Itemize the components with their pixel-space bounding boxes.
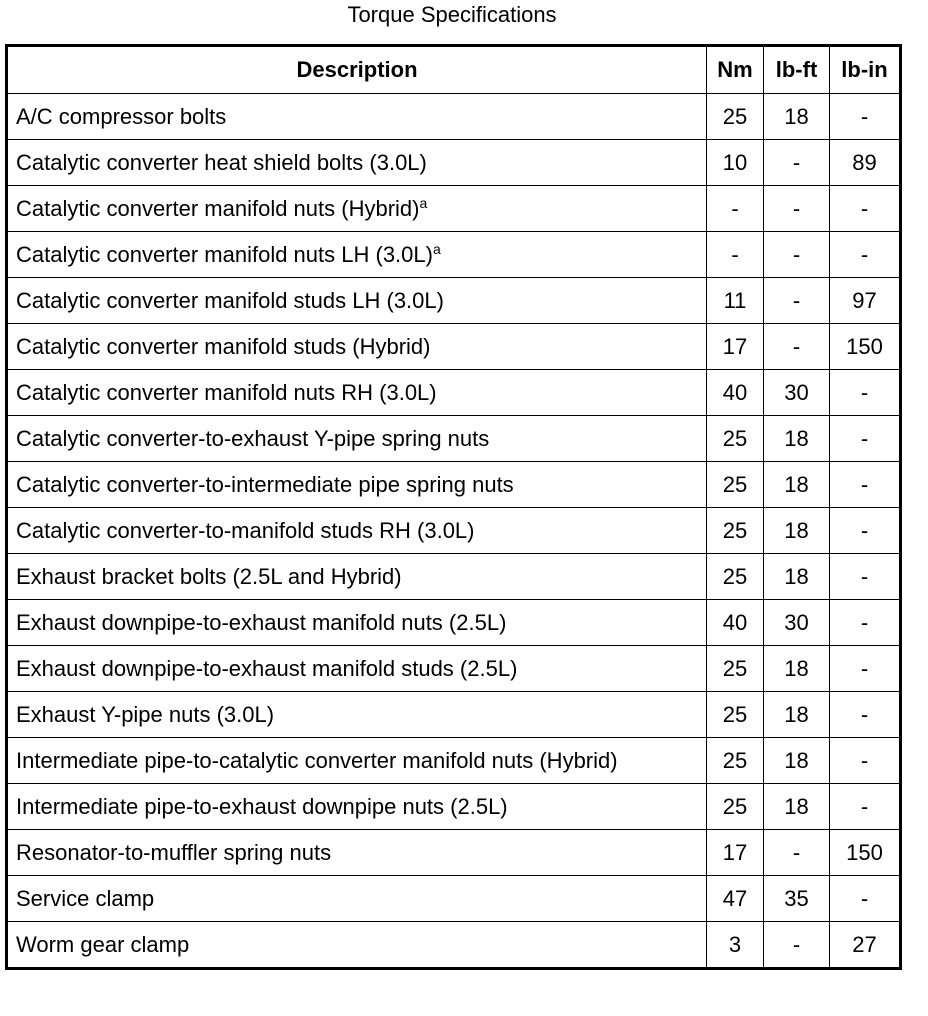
lbft-cell: 18: [764, 646, 830, 692]
description-cell: [7, 186, 707, 232]
description-cell: [7, 600, 707, 646]
header-lbin: lb-in: [830, 46, 901, 94]
description-cell: [7, 140, 707, 186]
table-row: [7, 922, 901, 969]
lbin-cell: -: [830, 876, 901, 922]
description-cell: [7, 554, 707, 600]
description-cell: [7, 692, 707, 738]
nm-cell: 25: [707, 784, 764, 830]
description-text: Exhaust bracket bolts (2.5L and Hybrid): [16, 563, 402, 589]
lbft-cell: 35: [764, 876, 830, 922]
lbft-cell: 30: [764, 370, 830, 416]
description-cell: [7, 784, 707, 830]
description-text: Catalytic converter-to-manifold studs RH (3.0L): [16, 517, 475, 543]
lbin-cell: -: [830, 646, 901, 692]
torque-spec-table: [5, 44, 902, 970]
description-cell: [7, 232, 707, 278]
header-row: [7, 46, 901, 94]
lbft-cell: 18: [764, 462, 830, 508]
lbin-cell: -: [830, 738, 901, 784]
description-cell: [7, 416, 707, 462]
nm-cell: 40: [707, 370, 764, 416]
lbin-cell: -: [830, 416, 901, 462]
lbin-cell: 150: [830, 830, 901, 876]
description-text: Intermediate pipe-to-exhaust downpipe nuts (2.5L): [16, 793, 508, 819]
lbin-cell: -: [830, 232, 901, 278]
lbft-cell: -: [764, 140, 830, 186]
lbin-cell: -: [830, 784, 901, 830]
lbin-cell: -: [830, 508, 901, 554]
lbin-cell: -: [830, 370, 901, 416]
lbin-cell: -: [830, 94, 901, 140]
lbin-cell: -: [830, 186, 901, 232]
nm-cell: 17: [707, 324, 764, 370]
description-text: Intermediate pipe-to-catalytic converter manifold nuts (Hybrid): [16, 747, 618, 773]
description-cell: [7, 738, 707, 784]
table-row: [7, 186, 901, 232]
footnote-marker: a: [432, 240, 441, 257]
lbin-cell: 97: [830, 278, 901, 324]
header-description: Description: [7, 46, 707, 94]
lbft-cell: -: [764, 278, 830, 324]
description-cell: [7, 94, 707, 140]
lbft-cell: 18: [764, 784, 830, 830]
nm-cell: -: [707, 186, 764, 232]
table-row: [7, 140, 901, 186]
description-text: Catalytic converter-to-exhaust Y-pipe spring nuts: [16, 425, 490, 451]
description-text: Catalytic converter manifold nuts RH (3.0L): [16, 379, 437, 405]
table-row: [7, 278, 901, 324]
nm-cell: 11: [707, 278, 764, 324]
lbin-cell: -: [830, 554, 901, 600]
description-text: Worm gear clamp: [16, 931, 190, 957]
table-row: [7, 692, 901, 738]
description-text: Catalytic converter-to-intermediate pipe spring nuts: [16, 471, 514, 497]
table-row: [7, 232, 901, 278]
description-cell: [7, 830, 707, 876]
lbft-cell: 18: [764, 416, 830, 462]
nm-cell: 3: [707, 922, 764, 969]
table-row: [7, 738, 901, 784]
description-text: Catalytic converter heat shield bolts (3.0L): [16, 149, 427, 175]
description-text: Exhaust downpipe-to-exhaust manifold nuts (2.5L): [16, 609, 507, 635]
header-lbft: lb-ft: [764, 46, 830, 94]
description-cell: [7, 646, 707, 692]
lbft-cell: -: [764, 830, 830, 876]
description-text: Service clamp: [16, 885, 155, 911]
table-row: [7, 370, 901, 416]
page-title: Torque Specifications: [347, 2, 557, 27]
description-cell: [7, 922, 707, 969]
nm-cell: 25: [707, 692, 764, 738]
lbin-cell: -: [830, 692, 901, 738]
description-cell: [7, 462, 707, 508]
description-text: Exhaust downpipe-to-exhaust manifold studs (2.5L): [16, 655, 518, 681]
lbin-cell: -: [830, 462, 901, 508]
description-cell: [7, 508, 707, 554]
lbft-cell: -: [764, 232, 830, 278]
footnote-marker: a: [419, 194, 428, 211]
lbin-cell: -: [830, 600, 901, 646]
nm-cell: 25: [707, 94, 764, 140]
nm-cell: 40: [707, 600, 764, 646]
table-row: [7, 646, 901, 692]
description-text: Catalytic converter manifold studs (Hybrid): [16, 333, 431, 359]
table-row: [7, 876, 901, 922]
lbft-cell: 18: [764, 94, 830, 140]
nm-cell: 47: [707, 876, 764, 922]
nm-cell: 25: [707, 508, 764, 554]
nm-cell: -: [707, 232, 764, 278]
table-row: [7, 508, 901, 554]
description-text: Catalytic converter manifold nuts LH (3.0L): [16, 241, 433, 267]
nm-cell: 17: [707, 830, 764, 876]
table-row: [7, 784, 901, 830]
lbft-cell: -: [764, 324, 830, 370]
description-text: Catalytic converter manifold nuts (Hybrid): [16, 195, 420, 221]
lbin-cell: 27: [830, 922, 901, 969]
lbin-cell: 89: [830, 140, 901, 186]
description-text: Resonator-to-muffler spring nuts: [16, 839, 332, 865]
nm-cell: 10: [707, 140, 764, 186]
lbft-cell: -: [764, 922, 830, 969]
nm-cell: 25: [707, 416, 764, 462]
table-row: [7, 416, 901, 462]
lbft-cell: 18: [764, 554, 830, 600]
table-row: [7, 830, 901, 876]
lbin-cell: 150: [830, 324, 901, 370]
table-header: [7, 46, 901, 94]
description-cell: [7, 876, 707, 922]
lbft-cell: 18: [764, 508, 830, 554]
table-row: [7, 600, 901, 646]
description-cell: [7, 324, 707, 370]
description-cell: [7, 278, 707, 324]
description-text: Exhaust Y-pipe nuts (3.0L): [16, 701, 275, 727]
description-text: Catalytic converter manifold studs LH (3.0L): [16, 287, 444, 313]
header-nm: Nm: [707, 46, 764, 94]
nm-cell: 25: [707, 554, 764, 600]
lbft-cell: 18: [764, 692, 830, 738]
lbft-cell: -: [764, 186, 830, 232]
lbft-cell: 18: [764, 738, 830, 784]
nm-cell: 25: [707, 646, 764, 692]
table-row: [7, 94, 901, 140]
table-row: [7, 462, 901, 508]
lbft-cell: 30: [764, 600, 830, 646]
table-body: [7, 94, 901, 969]
table-row: [7, 324, 901, 370]
table-row: [7, 554, 901, 600]
description-text: A/C compressor bolts: [16, 103, 227, 129]
nm-cell: 25: [707, 738, 764, 784]
description-cell: [7, 370, 707, 416]
nm-cell: 25: [707, 462, 764, 508]
